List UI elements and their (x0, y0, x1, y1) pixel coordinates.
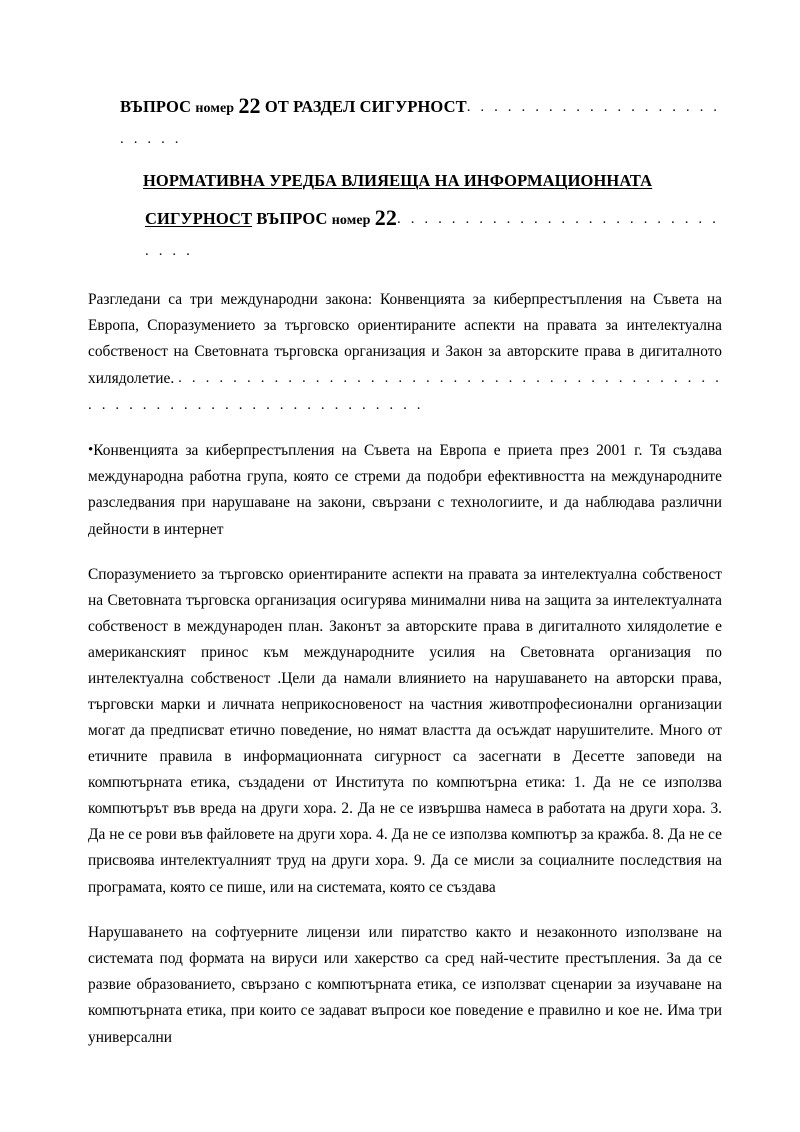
paragraph-1-dot-leader: . . . . . . . . . . . . . . . . . . . . . . . . . . . . . . . . . . . . . . . . . . . . . . . . . . . . . . . . . . . . . . . . . (88, 370, 723, 413)
heading-3-underlined-word: СИГУРНОСТ (145, 209, 253, 228)
heading-line-1 (88, 92, 722, 154)
paragraph-3 (88, 561, 722, 901)
document-content (88, 92, 722, 1051)
heading-3-middle: ВЪПРОС (252, 209, 332, 228)
heading-1-prefix: ВЪПРОС (120, 97, 196, 116)
heading-body-gap (88, 270, 722, 286)
heading-3-nomer-word: номер (331, 213, 371, 228)
paragraph-2-text: Конвенцията за киберпрестъпления на Съвета на Европа е приета през 2001 г. Тя създава международна работна група, която се стреми да подобри ефективността на международните разследвания при нарушаване на закони, свързани с технологиите, и да наблюдава различни дейности в интернет (88, 442, 722, 538)
paragraph-2 (88, 437, 722, 543)
heading-line-2 (88, 166, 722, 196)
paragraph-4-text: Нарушаването на софтуерните лицензи или пиратство както и незаконното използване на системата под формата на вируси или хакерство са сред най-честите престъпления. За да се развие образованието, свързано с компютърната етика, се използват сценарии за изучаване на компютърната етика, при които се задават въпроси кое поведение е правилно и кое не. Има три универсални (88, 924, 722, 1046)
heading-3-number: 22 (374, 205, 397, 230)
heading-1-dot-leader: . . . . . . . . . . . . . . . . . . . . . . . . (120, 99, 721, 147)
paragraph-2-bullet: • (88, 442, 94, 458)
heading-line-3 (88, 204, 722, 266)
heading-3-dot-leader: . . . . . . . . . . . . . . . . . . . . . . . . . . . . (145, 211, 719, 259)
paragraph-3-text: Споразумението за търговско ориентираните аспекти на правата за интелектуална собственост на Световната търговска организация осигурява минимални нива на защита за интелектуалната собственост в международен план. Законът за авторските права в дигиталното хилядолетие е американският принос към международните усилия на Световната организация по интелектуална собственост .Цели да намали влиянието на нарушаването на авторски права, търговски марки и личната неприкосновеност на частния животпрофесионални организации могат да предписват етично поведение, но нямат властта да осъждат нарушителите. Много от етичните правила в информационната сигурност са засегнати в Десетте заповеди на компютърната етика, създадени от Институтa по компютърна етика: 1. Да не се използва компютърът във вреда на други хора. 2. Да не се извършва намеса в работата на други хора. 3. Да не се рови във файловете на други хора. 4. Да не се използва компютър за кражба. 8. Да не се присвоява интелектуалният труд на други хора. 9. Да се мисли за социалните последствия на програмата, която се пише, или на системата, която се създава (88, 566, 722, 896)
heading-spacer-2 (88, 196, 722, 204)
paragraph-1-text: Разгледани са три международни закона: Конвенцията за киберпрестъпления на Съвета на Европа, Споразумението за търговско ориентираните аспекти на правата за интелектуална собственост на Световната търговска организация и Закон за авторските права в дигиталното хилядолетие. (88, 291, 722, 387)
paragraph-4 (88, 919, 722, 1051)
heading-1-nomer-word: номер (195, 101, 235, 116)
heading-1-number: 22 (238, 93, 261, 118)
document-heading-block (88, 92, 722, 266)
paragraph-1 (88, 286, 722, 419)
heading-1-suffix: ОТ РАЗДЕЛ СИГУРНОСТ (260, 97, 467, 116)
heading-spacer-1 (88, 154, 722, 166)
heading-2-text: НОРМАТИВНА УРЕДБА ВЛИЯЕЩА НА ИНФОРМАЦИОННАТА (143, 171, 653, 190)
